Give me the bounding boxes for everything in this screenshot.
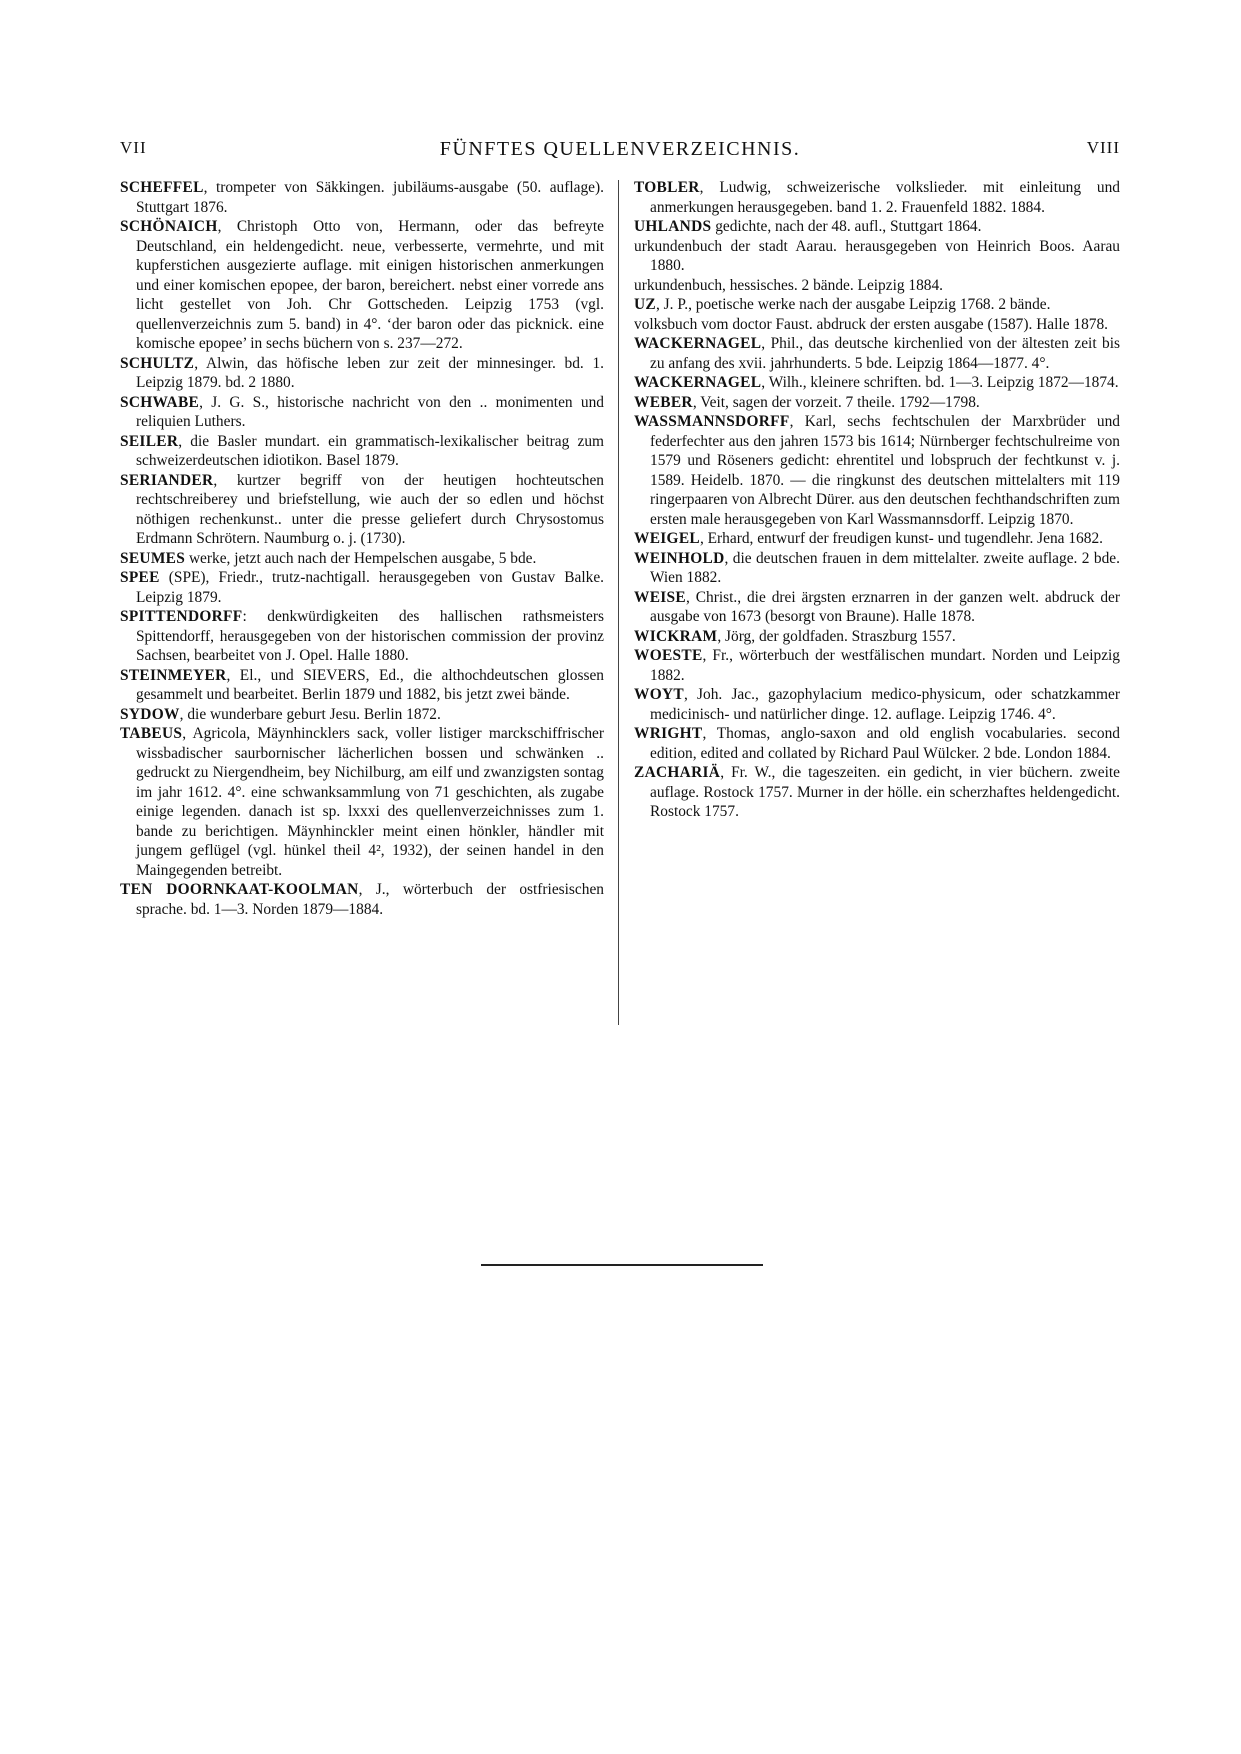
page-title: FÜNFTES QUELLENVERZEICHNIS. — [439, 138, 801, 160]
bibliography-entry: SYDOW, die wunderbare geburt Jesu. Berlin 1872. — [120, 705, 441, 723]
bibliography-entry: ZACHARIÄ, Fr. W., die tageszeiten. ein gedicht, in vier büchern. zweite auflage. Rostock 1757. Murner in der hölle. ein scherzhaftes heldengedicht. Rostock 1757. — [634, 764, 1120, 820]
bibliography-entry: SPITTENDORFF: denkwürdigkeiten des hallischen rathsmeisters Spittendorff, herausgegeben von der historischen commission der provinz Sachsen, bearbeitet von J. Opel. Halle 1880. — [120, 608, 604, 664]
bibliography-entry: urkundenbuch der stadt Aarau. herausgegeben von Heinrich Boos. Aarau 1880. — [634, 237, 1120, 274]
bibliography-entry: WEISE, Christ., die drei ärgsten erznarren in der ganzen welt. abdruck der ausgabe von 1673 (besorgt von Braune). Halle 1878. — [634, 588, 1120, 625]
bibliography-entry: TEN DOORNKAAT-KOOLMAN, J., wörterbuch der ostfriesischen sprache. bd. 1—3. Norden 1879—1884. — [120, 881, 604, 918]
bibliography-entry: WACKERNAGEL, Wilh., kleinere schriften. bd. 1—3. Leipzig 1872—1874. — [634, 374, 1119, 391]
end-rule — [481, 1264, 763, 1266]
bibliography-entry: WRIGHT, Thomas, anglo-saxon and old english vocabularies. second edition, edited and collated by Richard Paul Wülcker. 2 bde. London 1884. — [634, 725, 1120, 762]
bibliography-entry: TABEUS, Agricola, Mäynhincklers sack, voller listiger marckschiffrischer wissbadischer saurbornischer lächerlichen bossen und schwänken .. gedruckt zu Niergendheim, bey Nichilburg, am eilf und zwanzigsten sontag im jahr 1612. 4°. eine schwanksammlung von 71 geschichten, als zugabe einige legenden. danach ist sp. lxxxi des quellenverzeichnisses zum 1. bande zu berichtigen. Mäynhinckler meint einen hönkler, händler mit jungem geflügel (vgl. hünkel theil 4², 1932), der seinen handel in den Maingegenden betreibt. — [120, 725, 604, 879]
bibliography-entry: UZ, J. P., poetische werke nach der ausgabe Leipzig 1768. 2 bände. — [634, 296, 1051, 313]
bibliography-entry: WICKRAM, Jörg, der goldfaden. Straszburg 1557. — [634, 627, 956, 645]
page-header — [120, 138, 1120, 162]
bibliography-entry: WASSMANNSDORFF, Karl, sechs fechtschulen der Marxbrüder und federfechter aus den jahren 1573 bis 1614; Nürnberger fechtschulreime von 1579 und Röseners gedicht: ehrentitel und lobspruch der fechtkunst v. j. 1589. Heidelb. 1870. — die ringkunst des deutschen mittelalters mit 119 ringerpaaren von Albrecht Dürer. aus den deutschen fechthandschriften zum ersten male herausgegeben von Karl Wassmannsdorff. Leipzig 1870. — [634, 413, 1120, 528]
bibliography-entry: SCHWABE, J. G. S., historische nachricht von den .. monimenten und reliquien Luthers. — [120, 393, 604, 430]
bibliography-entry: volksbuch vom doctor Faust. abdruck der ersten ausgabe (1587). Halle 1878. — [634, 315, 1108, 333]
bibliography-entry: WOESTE, Fr., wörterbuch der westfälischen mundart. Norden und Leipzig 1882. — [634, 647, 1120, 684]
bibliography-entry: STEINMEYER, El., und SIEVERS, Ed., die althochdeutschen glossen gesammelt und bearbeitet. Berlin 1879 und 1882, bis jetzt zwei bände. — [120, 666, 604, 703]
bibliography-entry: SCHÖNAICH, Christoph Otto von, Hermann, oder das befreyte Deutschland, ein heldengedicht. neue, verbesserte, vermehrte, und mit kupferstichen ausgezierte auflage. mit einigen historischen anmerkungen und einer komischen epopee, der baron, bereichert. nebst einer vorrede ans licht gestellet von Joh. Chr Gottscheden. Leipzig 1753 (vgl. quellenverzeichnis zum 5. band) in 4°. ‘der baron oder das picknick. eine komische epopee’ in sechs büchern von s. 237—272. — [120, 218, 604, 352]
bibliography-entry: SPEE (SPE), Friedr., trutz-nachtigall. herausgegeben von Gustav Balke. Leipzig 1879. — [120, 569, 604, 606]
bibliography-entry: SERIANDER, kurtzer begriff von der heutigen hochteutschen rechtschreiberey und briefstellung, wie auch der so edlen und höchst nöthigen rechenkunst.. unter die presse geliefert durch Chrysostomus Erdmann Schrötern. Naumburg o. j. (1730). — [120, 471, 604, 547]
left-column — [120, 178, 604, 919]
bibliography-entry: SEUMES werke, jetzt auch nach der Hempelschen ausgabe, 5 bde. — [120, 549, 537, 567]
bibliography-entry: UHLANDS gedichte, nach der 48. aufl., Stuttgart 1864. — [634, 218, 982, 235]
bibliography-entry: WEBER, Veit, sagen der vorzeit. 7 theile. 1792—1798. — [634, 393, 980, 411]
bibliography-entry: WACKERNAGEL, Phil., das deutsche kirchenlied von der ältesten zeit bis zu anfang des xvii. jahrhunderts. 5 bde. Leipzig 1864—1877. 4°. — [634, 335, 1120, 372]
bibliography-entry: SEILER, die Basler mundart. ein grammatisch-lexikalischer beitrag zum schweizerdeutschen idiotikon. Basel 1879. — [120, 432, 604, 469]
page-number-left: VII — [120, 138, 147, 157]
bibliography-entry: SCHULTZ, Alwin, das höfische leben zur zeit der minnesinger. bd. 1. Leipzig 1879. bd. 2 1880. — [120, 354, 604, 391]
page-number-right: VIII — [1086, 138, 1120, 157]
column-divider — [618, 180, 619, 1025]
right-column — [634, 178, 1120, 822]
bibliography-entry: urkundenbuch, hessisches. 2 bände. Leipzig 1884. — [634, 276, 944, 294]
bibliography-entry: TOBLER, Ludwig, schweizerische volkslieder. mit einleitung und anmerkungen herausgegeben. band 1. 2. Frauenfeld 1882. 1884. — [634, 179, 1120, 216]
bibliography-entry: SCHEFFEL, trompeter von Säkkingen. jubiläums-ausgabe (50. auflage). Stuttgart 1876. — [120, 179, 604, 216]
bibliography-entry: WEINHOLD, die deutschen frauen in dem mittelalter. zweite auflage. 2 bde. Wien 1882. — [634, 549, 1120, 586]
bibliography-entry: WOYT, Joh. Jac., gazophylacium medico-physicum, oder schatzkammer medicinisch- und natürlicher dinge. 12. auflage. Leipzig 1746. 4°. — [634, 686, 1120, 723]
bibliography-entry: WEIGEL, Erhard, entwurf der freudigen kunst- und tugendlehr. Jena 1682. — [634, 530, 1103, 547]
